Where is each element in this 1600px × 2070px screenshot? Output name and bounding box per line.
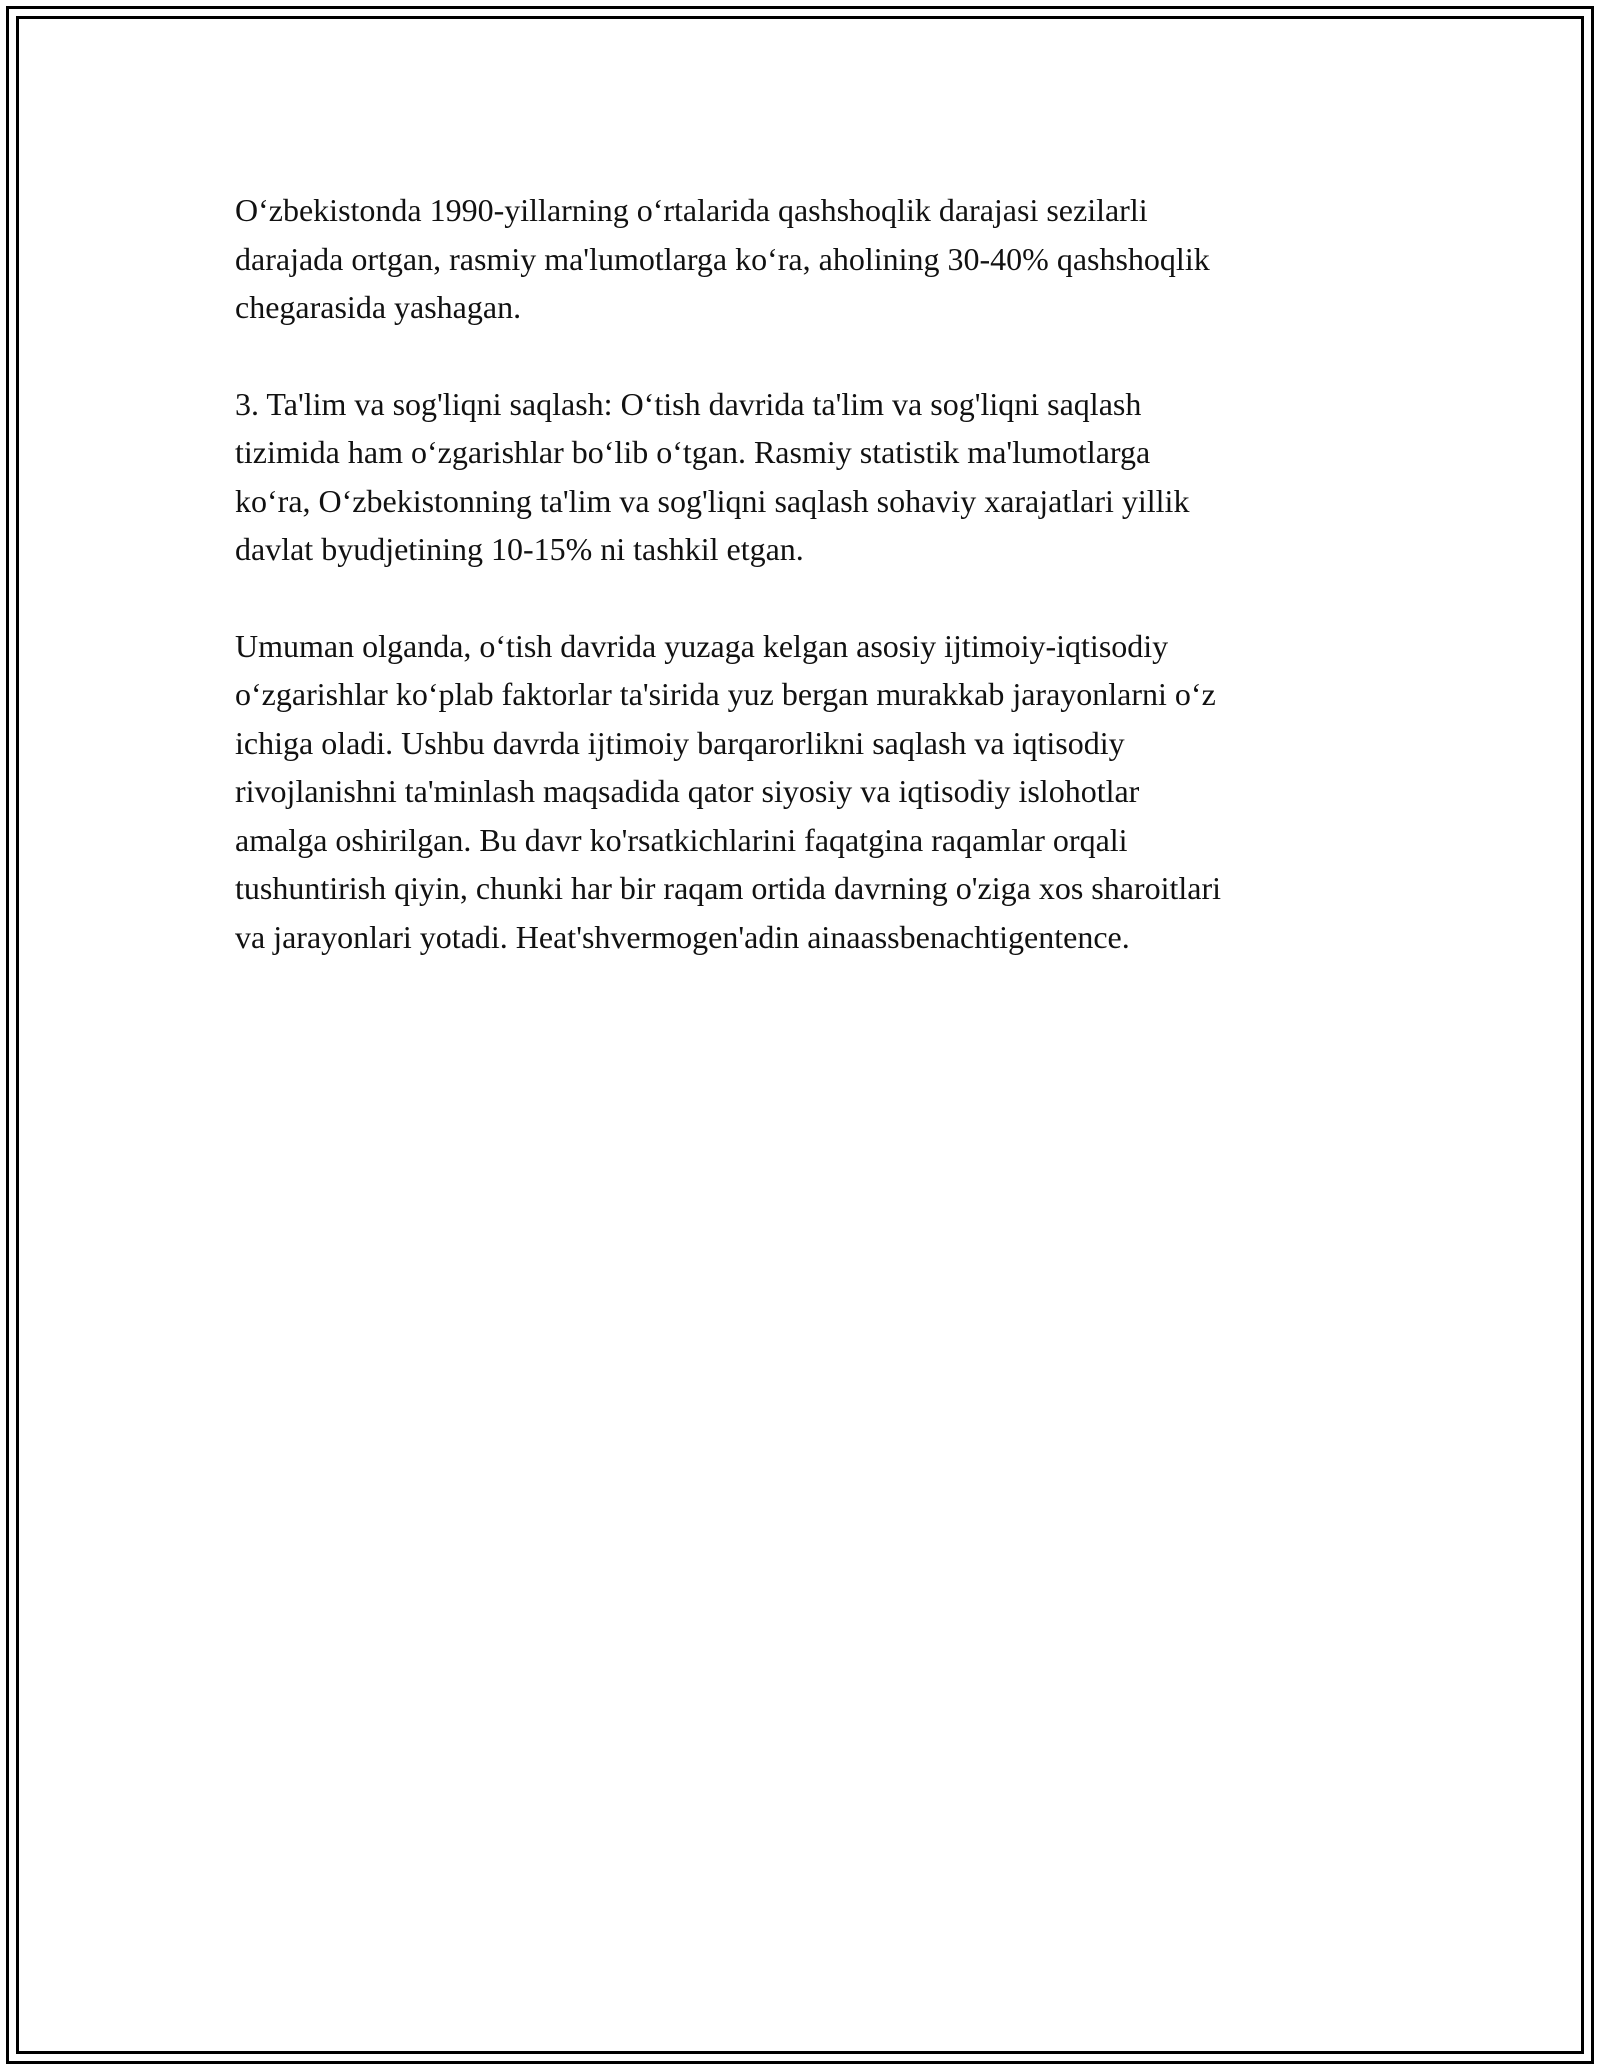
paragraph-line: tizimida ham o‘zgarishlar bo‘lib o‘tgan. Rasmiy statistik ma'lumotlarga [235,434,1151,470]
paragraph-line: davlat byudjetining 10-15% ni tashkil etgan. [235,531,804,567]
paragraph-line: va jarayonlari yotadi. Heat'shvermogen'adin ainaassbenachtigentence. [235,918,1130,955]
paragraph-poverty [235,186,1385,332]
paragraph-line: chegarasida yashagan. [235,289,522,325]
paragraph-line: 3. Ta'lim va sog'liqni saqlash: O‘tish davrida ta'lim va sog'liqni saqlash [235,385,1142,422]
paragraph-line: ichiga oladi. Ushbu davrda ijtimoiy barqarorlikni saqlash va iqtisodiy [235,724,1125,761]
paragraph-line: Umuman olganda, o‘tish davrida yuzaga kelgan asosiy ijtimoiy-iqtisodiy [235,627,1169,664]
paragraph-line: O‘zbekistonda 1990-yillarning o‘rtalarida qashshoqlik darajasi sezilarli [235,192,1148,228]
document-body [235,186,1385,1009]
paragraph-conclusion [235,622,1385,962]
paragraph-line: amalga oshirilgan. Bu davr ko'rsatkichlarini faqatgina raqamlar orqali [235,821,1128,858]
paragraph-line: tushuntirish qiyin, chunki har bir raqam ortida davrning o'ziga xos sharoitlari [235,870,1221,906]
paragraph-line: o‘zgarishlar ko‘plab faktorlar ta'sirida yuz bergan murakkab jarayonlarni o‘z [235,676,1216,712]
paragraph-line: darajada ortgan, rasmiy ma'lumotlarga ko‘ra, aholining 30-40% qashshoqlik [235,240,1210,277]
paragraph-line: ko‘ra, O‘zbekistonning ta'lim va sog'liqni saqlash sohaviy xarajatlari yillik [235,482,1190,519]
paragraph-line: rivojlanishni ta'minlash maqsadida qator siyosiy va iqtisodiy islohotlar [235,773,1140,809]
paragraph-education-health [235,380,1385,574]
